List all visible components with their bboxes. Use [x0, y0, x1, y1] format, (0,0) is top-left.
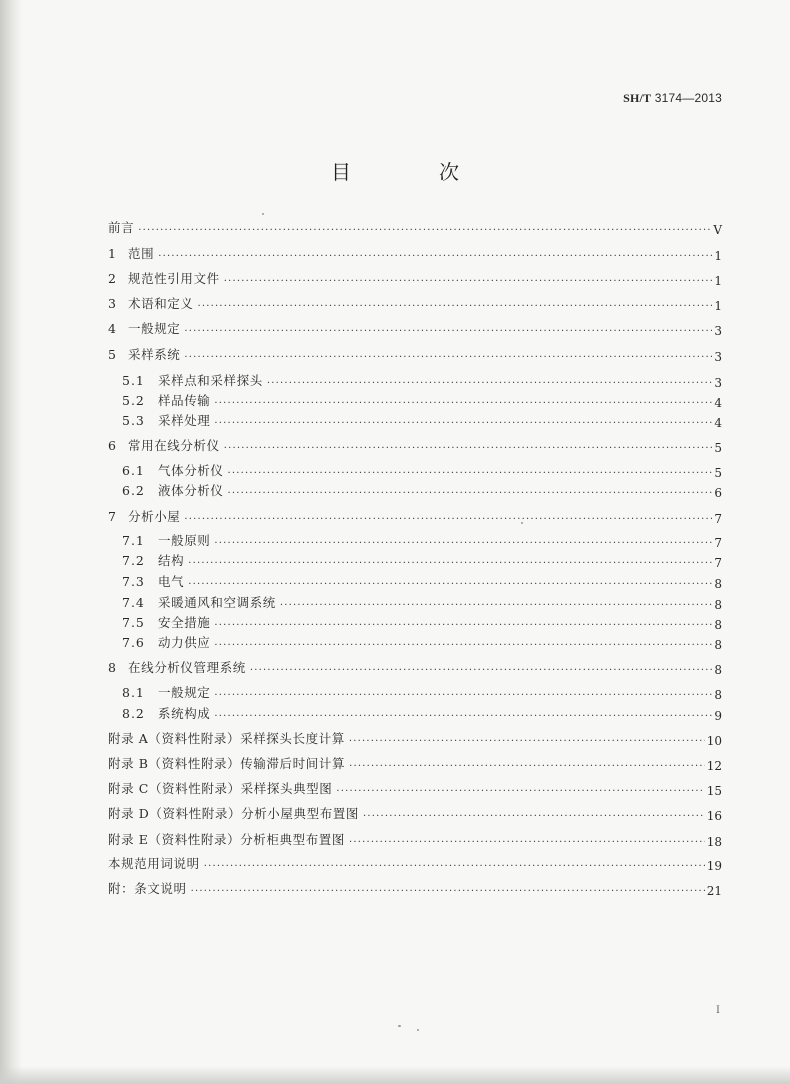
toc-leader-dots	[214, 535, 712, 553]
toc-subentry[interactable]	[108, 594, 722, 612]
toc-subentry[interactable]	[108, 614, 722, 632]
toc-entry-label: 附录 E（资料性附录）分析柜典型布置图	[108, 832, 345, 847]
toc-subentry[interactable]	[108, 462, 722, 480]
toc-entry[interactable]	[108, 855, 722, 873]
toc-entry-number: 8.1	[122, 685, 145, 700]
toc-entry-page: 3	[714, 324, 722, 338]
toc-entry-number: 6	[108, 438, 116, 453]
toc-entry[interactable]	[108, 805, 722, 823]
toc-entry-label: 附：条文说明	[108, 881, 187, 896]
toc-entry-page: 6	[714, 486, 722, 500]
toc-entry-number: 6.2	[122, 483, 145, 498]
toc-entry-page: 7	[714, 512, 722, 526]
toc-entry-label: 采样处理	[158, 413, 211, 428]
toc-entry-page: 15	[706, 784, 722, 798]
toc-entry-number: 5.1	[122, 373, 145, 388]
toc-entry-number: 7	[108, 509, 116, 524]
toc-subentry[interactable]	[108, 392, 722, 410]
toc-entry-number: 7.2	[122, 553, 145, 568]
toc-entry[interactable]	[108, 295, 722, 313]
toc-leader-dots	[138, 222, 711, 240]
toc-entry-label: 附录 D（资料性附录）分析小屋典型布置图	[108, 806, 359, 821]
toc-entry-label: 系统构成	[158, 706, 211, 721]
toc-entry[interactable]	[108, 831, 722, 849]
toc-leader-dots	[267, 375, 712, 393]
toc-entry-number: 8	[108, 660, 116, 675]
toc-subentry[interactable]	[108, 412, 722, 430]
page-title: 目 次	[331, 160, 493, 184]
toc-subentry[interactable]	[108, 684, 722, 702]
toc-leader-dots	[188, 576, 712, 594]
toc-entry[interactable]	[108, 270, 722, 288]
toc-entry-number: 7.5	[122, 615, 145, 630]
toc-entry-page: 18	[706, 835, 722, 849]
toc-entry-number: 7.4	[122, 595, 145, 610]
toc-entry-number: 1	[108, 246, 116, 261]
toc-leader-dots	[184, 323, 712, 341]
toc-entry[interactable]	[108, 880, 722, 898]
toc-entry-number: 7.1	[122, 533, 145, 548]
toc-leader-dots	[191, 883, 705, 901]
toc-entry-label: 动力供应	[158, 635, 211, 650]
toc-entry-page: 8	[714, 688, 722, 702]
toc-entry-page: 9	[714, 709, 722, 723]
toc-entry-page: 8	[714, 577, 722, 591]
scan-speck	[521, 522, 523, 524]
toc-entry-label: 术语和定义	[128, 296, 194, 311]
toc-leader-dots	[349, 733, 705, 751]
toc-entry[interactable]	[108, 780, 722, 798]
toc-entry-page: 16	[706, 809, 722, 823]
toc-leader-dots	[349, 834, 705, 852]
toc-subentry[interactable]	[108, 532, 722, 550]
standard-code-prefix: SH/T	[623, 91, 652, 105]
toc-entry-page: 5	[714, 441, 722, 455]
toc-entry-page: 8	[714, 663, 722, 677]
toc-entry-label: 附录 A（资料性附录）采样探头长度计算	[108, 731, 345, 746]
toc-entry-page: 4	[714, 416, 722, 430]
toc-leader-dots	[158, 248, 712, 266]
toc-entry-label: 前言	[108, 220, 135, 235]
toc-leader-dots	[363, 808, 705, 826]
toc-leader-dots	[214, 617, 712, 635]
toc-entry-label: 一般规定	[128, 321, 181, 336]
toc-entry-label: 范围	[128, 246, 155, 261]
toc-entry-page: 8	[714, 618, 722, 632]
toc-entry-label: 常用在线分析仪	[128, 438, 220, 453]
toc-subentry[interactable]	[108, 573, 722, 591]
toc-leader-dots	[214, 415, 712, 433]
toc-entry-page: 8	[714, 638, 722, 652]
toc-entry-page: V	[713, 223, 722, 237]
scan-speck	[398, 1025, 401, 1027]
toc-entry-label: 一般规定	[158, 685, 211, 700]
toc-entry-label: 液体分析仪	[158, 483, 224, 498]
toc-entry[interactable]	[108, 508, 722, 526]
toc-entry-label: 气体分析仪	[158, 463, 224, 478]
toc-entry-page: 1	[714, 274, 722, 288]
toc-entry-label: 结构	[158, 553, 185, 568]
toc-entry-page: 3	[714, 376, 722, 390]
toc-entry-label: 在线分析仪管理系统	[128, 660, 246, 675]
toc-entry-page: 21	[706, 884, 722, 898]
toc-leader-dots	[228, 465, 712, 483]
toc-subentry[interactable]	[108, 634, 722, 652]
toc-leader-dots	[214, 687, 712, 705]
toc-entry-page: 12	[706, 759, 722, 773]
toc-entry-label: 一般原则	[158, 533, 211, 548]
toc-leader-dots	[228, 485, 712, 503]
toc-leader-dots	[336, 783, 704, 801]
toc-entry-page: 7	[714, 556, 722, 570]
toc-entry-label: 采暖通风和空调系统	[158, 595, 276, 610]
toc-leader-dots	[349, 758, 705, 776]
toc-entry-label: 采样点和采样探头	[158, 373, 263, 388]
toc-subentry[interactable]	[108, 372, 722, 390]
scan-bottom-shadow	[0, 1066, 790, 1084]
toc-entry-page: 5	[714, 466, 722, 480]
toc-entry-page: 4	[714, 396, 722, 410]
toc-entry-page: 1	[714, 299, 722, 313]
toc-entry-label: 样品传输	[158, 393, 211, 408]
toc-subentry[interactable]	[108, 705, 722, 723]
toc-subentry[interactable]	[108, 482, 722, 500]
toc-entry[interactable]	[108, 755, 722, 773]
toc-subentry[interactable]	[108, 552, 722, 570]
toc-leader-dots	[188, 555, 712, 573]
toc-entry-label: 分析小屋	[128, 509, 181, 524]
toc-entry-page: 8	[714, 598, 722, 612]
toc-leader-dots	[224, 440, 712, 458]
toc-entry[interactable]	[108, 219, 722, 237]
toc-entry-label: 安全措施	[158, 615, 211, 630]
toc-entry-number: 5.2	[122, 393, 145, 408]
toc-entry[interactable]	[108, 659, 722, 677]
toc-leader-dots	[184, 349, 712, 367]
toc-entry-number: 4	[108, 321, 116, 336]
scan-speck	[262, 213, 264, 215]
toc-entry[interactable]	[108, 730, 722, 748]
toc-entry-label: 本规范用词说明	[108, 856, 200, 871]
toc-entry-page: 7	[714, 536, 722, 550]
toc-leader-dots	[204, 858, 705, 876]
toc-entry-number: 2	[108, 271, 116, 286]
standard-code-number: 3174—2013	[654, 91, 722, 105]
toc-entry-label: 附录 B（资料性附录）传输滞后时间计算	[108, 756, 346, 771]
toc-entry-number: 3	[108, 296, 116, 311]
toc-leader-dots	[214, 637, 712, 655]
toc-entry-number: 7.3	[122, 574, 145, 589]
toc-entry-label: 规范性引用文件	[128, 271, 220, 286]
toc-entry-label: 电气	[158, 574, 185, 589]
toc-entry-label: 附录 C（资料性附录）采样探头典型图	[108, 781, 333, 796]
toc-leader-dots	[198, 298, 712, 316]
standard-code	[623, 91, 722, 106]
scan-speck	[417, 1029, 419, 1031]
toc-leader-dots	[184, 511, 712, 529]
toc-entry-number: 5.3	[122, 413, 145, 428]
toc-entry-number: 7.6	[122, 635, 145, 650]
toc-entry-page: 1	[714, 249, 722, 263]
toc-leader-dots	[250, 662, 712, 680]
toc-entry-page: 3	[714, 350, 722, 364]
toc-leader-dots	[224, 273, 712, 291]
toc-entry-page: 10	[706, 734, 722, 748]
toc-entry-label: 采样系统	[128, 347, 181, 362]
toc-entry[interactable]	[108, 245, 722, 263]
page-number: I	[716, 1005, 720, 1016]
toc-leader-dots	[214, 708, 712, 726]
toc-leader-dots	[280, 597, 712, 615]
toc-entry[interactable]	[108, 320, 722, 338]
toc-entry[interactable]	[108, 346, 722, 364]
toc-entry-page: 19	[706, 859, 722, 873]
toc-entry-number: 5	[108, 347, 116, 362]
toc-entry[interactable]	[108, 437, 722, 455]
toc-leader-dots	[214, 395, 712, 413]
toc-entry-number: 6.1	[122, 463, 145, 478]
toc-entry-number: 8.2	[122, 706, 145, 721]
